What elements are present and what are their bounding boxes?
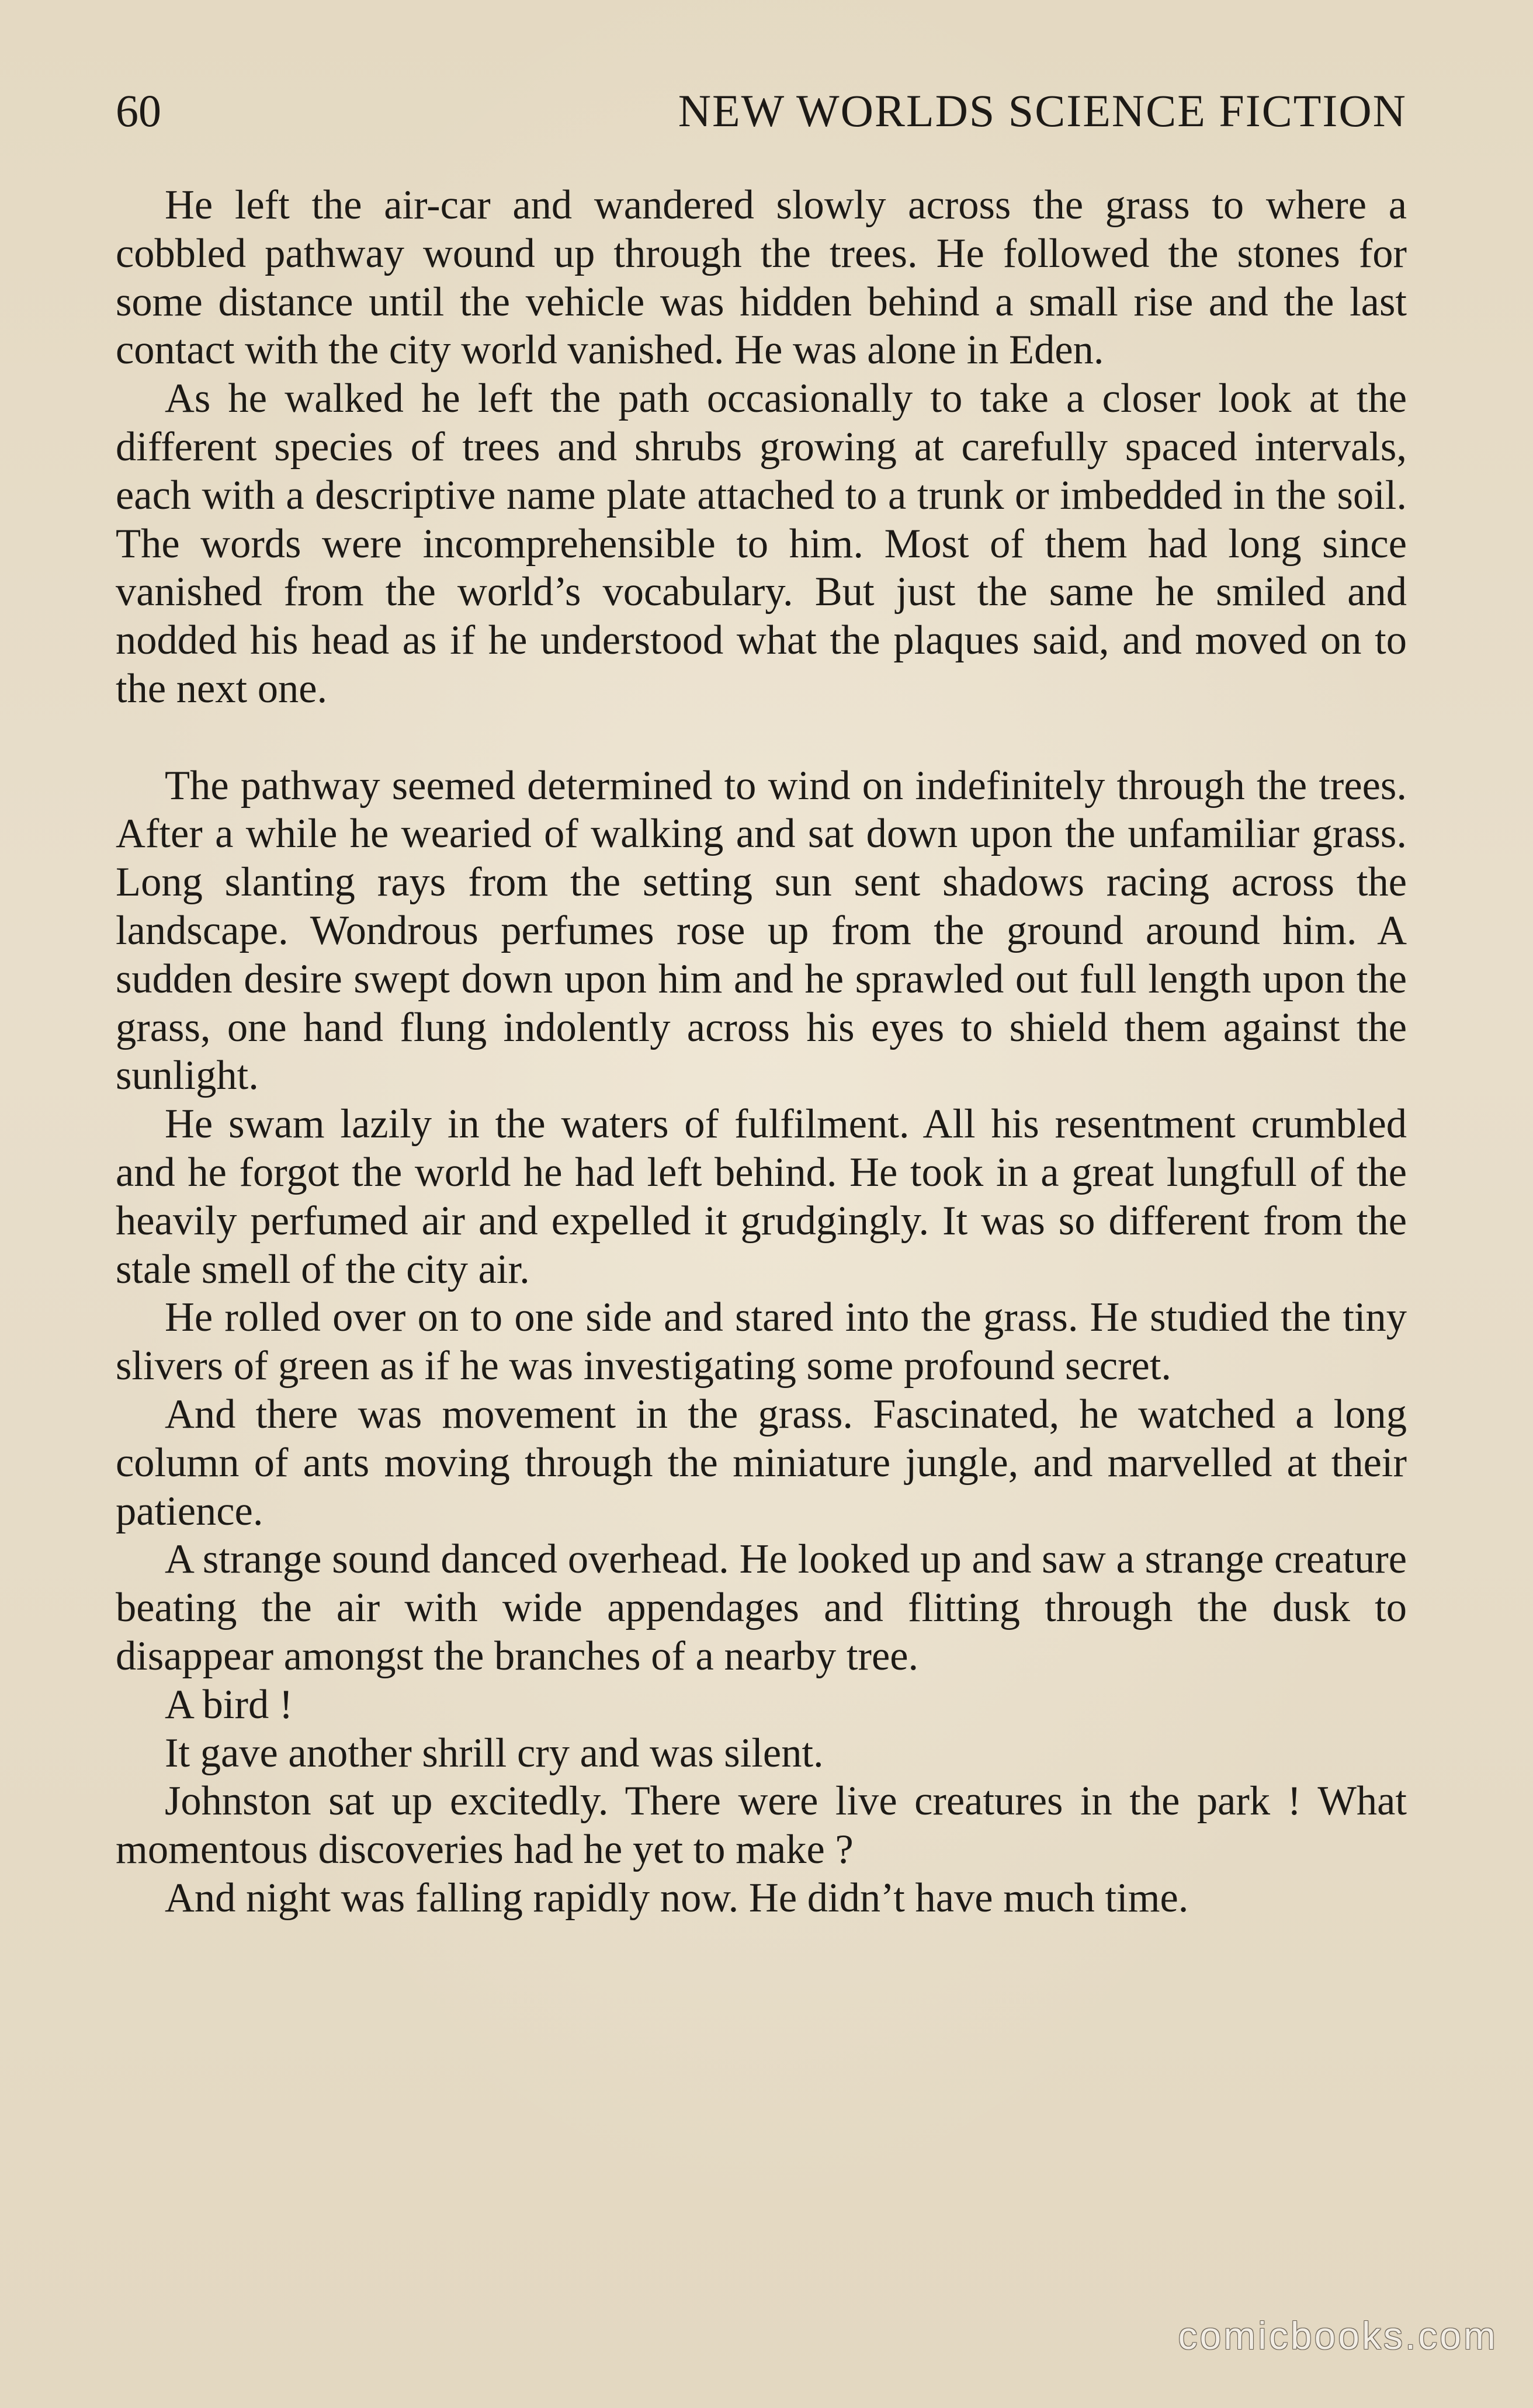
story-text (116, 181, 1407, 1923)
watermark: comicbooks.com (1178, 2314, 1498, 2357)
paragraph: It gave another shrill cry and was silent. (165, 1730, 824, 1776)
paragraph: He rolled over on to one side and stared into the grass. He studied the tiny slivers of green as if he was investigating some profound secret. (116, 1295, 1407, 1389)
page-header (116, 82, 1407, 140)
paragraph: He swam lazily in the waters of fulfilment. All his resentment crumbled and he forgot the world he had left behind. He took in a great lungfull of the heavily perfumed air and expelled it grudgingly. It was so different from the stale smell of the city air. (116, 1101, 1407, 1292)
paragraph: And night was falling rapidly now. He didn’t have much time. (165, 1875, 1189, 1921)
paragraph: A bird ! (165, 1681, 293, 1727)
paragraph: And there was movement in the grass. Fascinated, he watched a long column of ants moving through the miniature jungle, and marvelled at their patience. (116, 1391, 1407, 1534)
paragraph: The pathway seemed determined to wind on indefinitely through the trees. After a while he wearied of walking and sat down upon the unfamiliar grass. Long slanting rays from the setting sun sent shadows racing across the landscape. Wondrous perfumes rose up from the ground around him. A sudden desire swept down upon him and he sprawled out full length upon the grass, one hand flung indolently across his eyes to shield them against the sunlight. (116, 762, 1407, 1099)
running-title: NEW WORLDS SCIENCE FICTION (678, 85, 1407, 136)
page-number: 60 (116, 85, 161, 136)
paragraph: As he walked he left the path occasionally to take a closer look at the different species of trees and shrubs growing at carefully spaced intervals, each with a descriptive name plate attached to a trunk or imbedded in the soil. The words were incomprehensible to him. Most of them had long since vanished from the world’s vocabulary. But just the same he smiled and nodded his head as if he understood what the plaques said, and moved on to the next one. (116, 376, 1407, 712)
paragraph: Johnston sat up excitedly. There were live creatures in the park ! What momentous discoveries had he yet to make ? (116, 1778, 1407, 1873)
paragraph: A strange sound danced overhead. He looked up and saw a strange creature beating the air with wide appendages and flitting through the dusk to disappear amongst the branches of a nearby tree. (116, 1536, 1407, 1679)
paragraph: He left the air-car and wandered slowly across the grass to where a cobbled pathway wound up through the trees. He followed the stones for some distance until the vehicle was hidden behind a small rise and the last contact with the city world vanished. He was alone in Eden. (116, 182, 1407, 373)
